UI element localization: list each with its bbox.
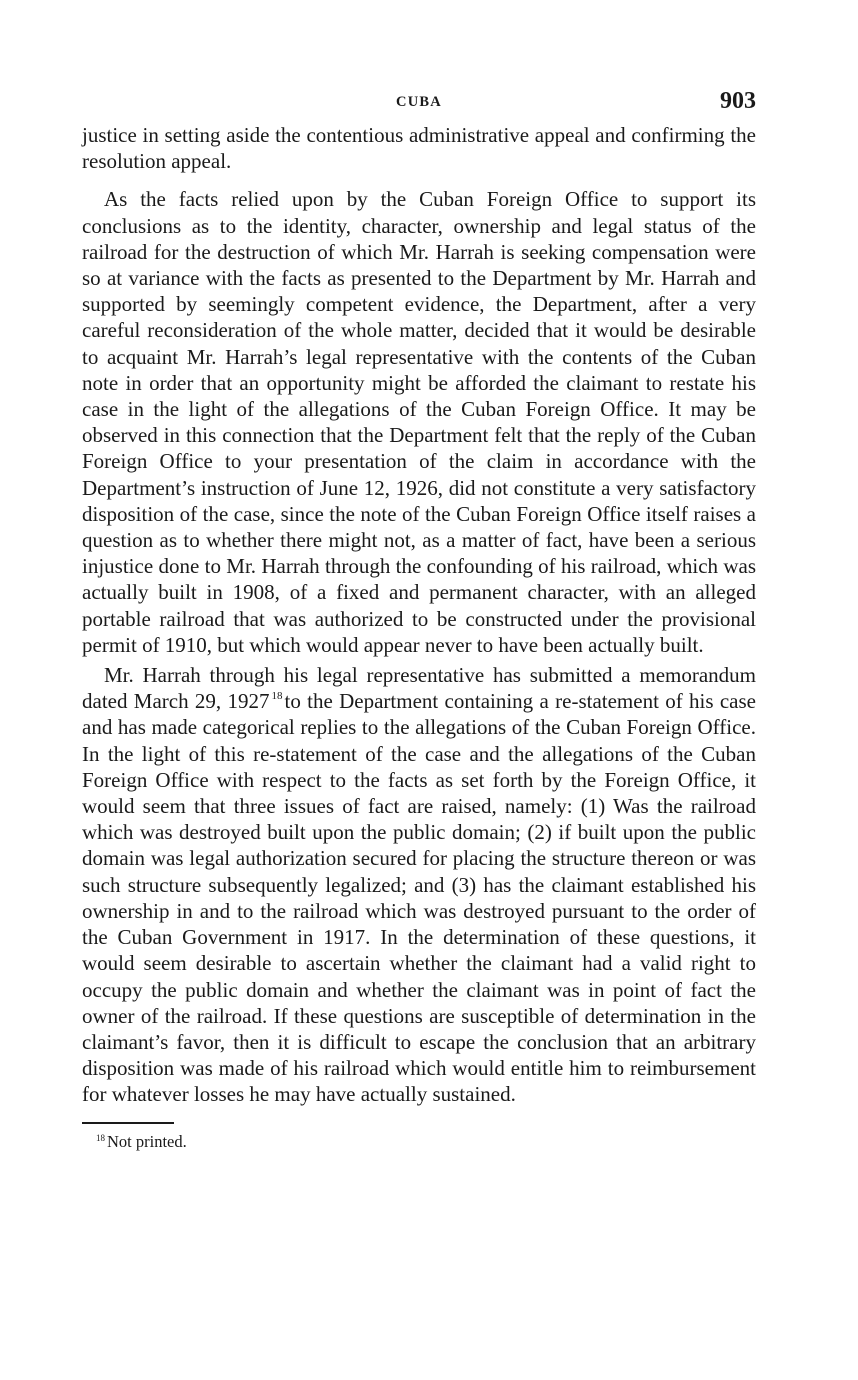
paragraph-continuation: justice in setting aside the contentious administrative appeal and confirming the resolution appeal.	[82, 123, 756, 174]
running-title: CUBA	[396, 94, 442, 110]
footnote-divider	[82, 1122, 174, 1124]
document-page	[82, 88, 756, 1152]
page-number: 903	[720, 88, 756, 114]
footnote-reference[interactable]: 18	[271, 690, 283, 703]
footnote-number: 18	[96, 1132, 105, 1143]
footnote-text: Not printed.	[107, 1131, 187, 1151]
running-header	[82, 88, 756, 122]
body-text	[82, 122, 756, 1108]
paragraph: As the facts relied upon by the Cuban Foreign Office to support its conclusions as to the identity, character, ownership and legal status of the railroad for the destruction of which Mr. Harrah is seeking compensation were so at variance with the facts as presented to the Department by Mr. Harrah and supported by seemingly competent evidence, the Department, after a very careful reconsideration of the whole matter, decided that it would be desirable to acquaint Mr. Harrah’s legal representative with the contents of the Cuban note in order that an opportunity might be afforded the claimant to restate his case in the light of the allegations of the Cuban Foreign Office. It may be observed in this connection that the Department felt that the reply of the Cuban Foreign Office to your presentation of the claim in accordance with the Department’s instruction of June 12, 1926, did not constitute a very satisfactory disposition of the case, since the note of the Cuban Foreign Office itself raises a question as to whether there might not, as a matter of fact, have been a serious injustice done to Mr. Harrah through the confounding of his railroad, which was actually built in 1908, of a fixed and permanent character, with an alleged portable railroad that was authorized to be constructed under the provisional permit of 1910, but which would appear never to have been actually built.	[82, 187, 756, 657]
paragraph	[82, 662, 756, 1107]
footnote	[82, 1132, 756, 1152]
paragraph-text: Mr. Harrah through his legal representative has submitted a memorandum dated March 29, 1927	[82, 663, 756, 714]
paragraph-text: to the Department containing a re-statement of his case and has made categorical replies to the allegations of the Cuban Foreign Office. In the light of this re-statement of the case and the allegations of the Cuban Foreign Office with respect to the facts as set forth by the Foreign Office, it would seem that three issues of fact are raised, namely: (1) Was the railroad which was destroyed built upon the public domain; (2) if built upon the public domain was legal authorization secured for placing the structure thereon or was such structure subsequently legalized; and (3) has the claimant established his ownership in and to the railroad which was destroyed pursuant to the order of the Cuban Government in 1917. In the determination of these questions, it would seem desirable to ascertain whether the claimant had a valid right to occupy the public domain and whether the claimant was in point of fact the owner of the railroad. If these questions are susceptible of determination in the claimant’s favor, then it is difficult to escape the conclusion that an arbitrary disposition was made of his railroad which would entitle him to reimbursement for whatever losses he may have actually sustained.	[82, 689, 756, 1107]
